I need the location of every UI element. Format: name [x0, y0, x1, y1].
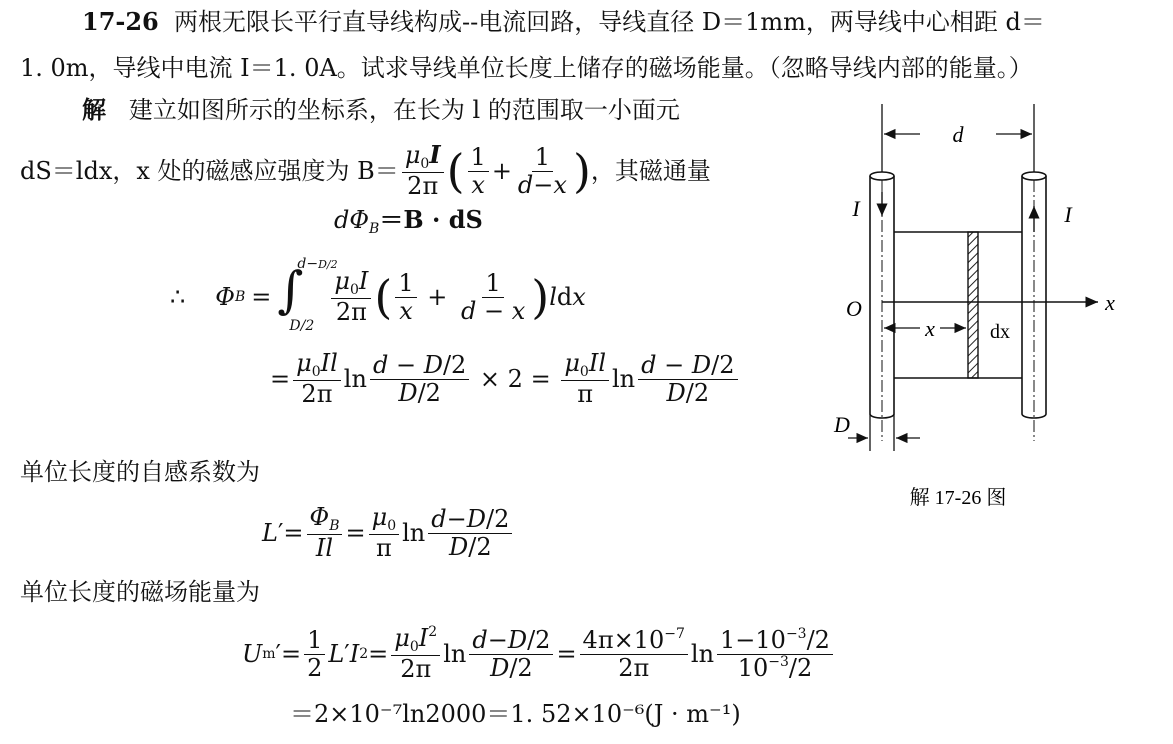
- label-D: D: [834, 412, 850, 437]
- label-current-right: I: [1064, 202, 1072, 227]
- solution-intro-line: [82, 95, 680, 124]
- self-inductance-equation: L ′= $\frac{\Phi_B}{Il}$ = $\frac{\mu_0}{\pi}$ ln $\frac{d-D/2}{D/2}$: [262, 500, 515, 566]
- therefore-symbol: ∴: [170, 283, 186, 311]
- label-current-left: I: [852, 196, 860, 221]
- problem-text-1: 两根无限长平行直导线构成--电流回路，导线直径 D＝1mm，两导线中心相距 d＝: [174, 8, 1045, 36]
- field-expression-tail: ，其磁通量: [590, 157, 711, 185]
- energy-result: ＝2×10⁻⁷ln2000＝1. 52×10⁻⁶(J · m⁻¹): [290, 700, 741, 728]
- label-dx: dx: [990, 321, 1010, 343]
- self-inductance-label: 单位长度的自感系数为: [20, 458, 260, 486]
- field-expression-lead: dS＝ldx，x 处的磁感应强度为 B＝: [20, 157, 399, 185]
- problem-line-1: [82, 7, 1045, 36]
- field-expression-line: dS＝ldx，x 处的磁感应强度为 B＝ $\frac{\mu_0I}{2\pi}$ ( $\frac{1}{x}$ + $\frac{1}{d-x}$ ) ，其磁通量: [20, 139, 711, 201]
- label-d: d: [952, 122, 964, 147]
- energy-equation: U m ′= $\frac{1}{2}$ L ′ I 2 = $\frac{\mu_0I^2}{2\pi}$ ln $\frac{d-D/2}{D/2}$ = $\frac{4\pi\times 10^{-7}}{2\pi}$ ln $\frac{1-10^{-3}/2}{10^{-3}/2}$: [242, 620, 836, 688]
- frac-mu0I-2pi: $\frac{\mu_0I}{2\pi}$: [402, 142, 444, 201]
- right-wire: [1022, 172, 1046, 441]
- two-wire-figure: [820, 96, 1140, 516]
- label-x-distance: x: [925, 316, 935, 341]
- energy-label: 单位长度的磁场能量为: [20, 578, 260, 606]
- figure-caption: 解 17-26 图: [909, 487, 1007, 509]
- problem-number: 17-26: [82, 7, 159, 36]
- label-x-axis: x: [1105, 290, 1115, 315]
- frac-1-d-minus-x: $\frac{1}{d-x}$: [517, 142, 567, 199]
- solution-intro: 建立如图所示的坐标系，在长为 l 的范围取一小面元: [128, 96, 680, 124]
- flux-integral-equation: ∴ Φ B = ∫ d−D/2 D/2 $\frac{\mu_0I}{2\pi}$ ( $\frac{1}{x}$ + $\frac{1}{d - x}$ ) l d x: [170, 252, 586, 342]
- flux-result-equation: = $\frac{\mu_0Il}{2\pi}$ ln $\frac{d - D/2}{D/2}$ × 2 = $\frac{\mu_0Il}{\pi}$ ln $\frac{d - D/2}{D/2}$: [270, 346, 741, 412]
- frac-1-x: $\frac{1}{x}$: [468, 144, 489, 199]
- label-origin: O: [846, 296, 862, 321]
- dimension-d: [882, 104, 1034, 176]
- flux-element-equation: $d\Phi_B=B$ · dS: [334, 205, 483, 237]
- area-element-strip: [968, 232, 978, 378]
- problem-text-2: 1. 0m，导线中电流 I＝1. 0A。试求导线单位长度上储存的磁场能量。（忽略导线内部的能量。）: [20, 54, 1033, 82]
- integral-sign: ∫ d−D/2 D/2: [277, 256, 338, 334]
- solution-label: 解: [82, 95, 106, 124]
- left-wire: [870, 172, 894, 441]
